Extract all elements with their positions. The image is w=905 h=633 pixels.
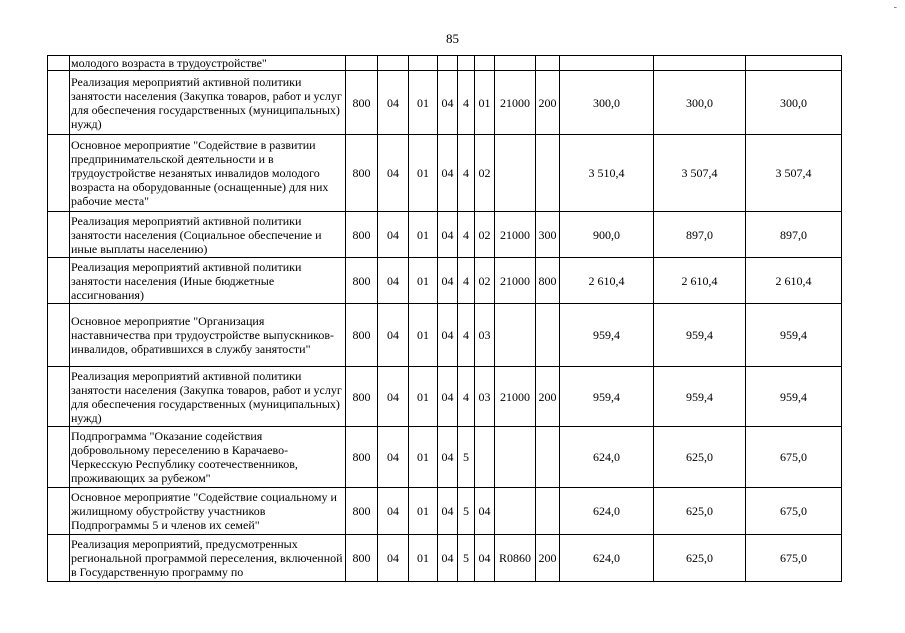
row-description: Реализация мероприятий, предусмотренных региональной программой переселения, включенной в Государственную программу по	[70, 535, 346, 582]
page-number: 85	[446, 31, 459, 46]
code-cell-c2: 04	[378, 488, 409, 535]
amount-cell-y1: 624,0	[560, 488, 654, 535]
code-cell-c3: 01	[409, 535, 438, 582]
row-blank-cell	[48, 535, 70, 582]
row-blank-cell	[48, 304, 70, 367]
code-cell-c6: 02	[475, 258, 495, 304]
amount-cell-y2: 959,4	[654, 367, 746, 427]
row-blank-cell	[48, 367, 70, 427]
code-cell-c7: 21000	[495, 367, 536, 427]
row-blank-cell	[48, 212, 70, 258]
table-row	[48, 71, 842, 135]
code-cell-c8	[536, 304, 560, 367]
amount-cell-y3: 3 507,4	[746, 135, 842, 212]
row-description: Реализация мероприятий активной политики занятости населения (Закупка товаров, работ и услуг для обеспечения государственных (муниципальных) нужд)	[70, 367, 346, 427]
amount-cell-y1: 3 510,4	[560, 135, 654, 212]
amount-cell-y3: 959,4	[746, 304, 842, 367]
row-description: Подпрограмма "Оказание содействия добровольному переселению в Карачаево-Черкесскую Республику соотечественников, проживающих за рубежом"	[70, 427, 346, 488]
amount-cell-y2: 897,0	[654, 212, 746, 258]
amount-cell-y2: 625,0	[654, 427, 746, 488]
amount-cell-y1: 959,4	[560, 367, 654, 427]
code-cell-c6: 04	[475, 535, 495, 582]
code-cell-c7: R0860	[495, 535, 536, 582]
code-cell-c2: 04	[378, 304, 409, 367]
code-cell-c4: 04	[438, 258, 458, 304]
code-cell-c3: 01	[409, 427, 438, 488]
row-description: Основное мероприятие "Организация наставничества при трудоустройстве выпускников-инвалидов, обратившихся в службу занятости"	[70, 304, 346, 367]
row-description: Основное мероприятие "Содействие социальному и жилищному обустройству участников Подпрограммы 5 и членов их семей"	[70, 488, 346, 535]
code-cell-c3: 01	[409, 212, 438, 258]
amount-cell-y2	[654, 56, 746, 71]
code-cell-c5: 5	[458, 488, 475, 535]
row-blank-cell	[48, 488, 70, 535]
amount-cell-y2: 300,0	[654, 71, 746, 135]
code-cell-c3: 01	[409, 367, 438, 427]
code-cell-c5: 4	[458, 135, 475, 212]
row-blank-cell	[48, 71, 70, 135]
code-cell-c7	[495, 304, 536, 367]
code-cell-c5: 4	[458, 212, 475, 258]
code-cell-c2: 04	[378, 258, 409, 304]
code-cell-c4: 04	[438, 427, 458, 488]
code-cell-c2: 04	[378, 535, 409, 582]
code-cell-c2: 04	[378, 427, 409, 488]
code-cell-c1: 800	[346, 488, 378, 535]
amount-cell-y2: 625,0	[654, 535, 746, 582]
code-cell-c4: 04	[438, 535, 458, 582]
code-cell-c2: 04	[378, 212, 409, 258]
table-row	[48, 258, 842, 304]
code-cell-c2	[378, 56, 409, 71]
amount-cell-y3: 675,0	[746, 535, 842, 582]
code-cell-c5	[458, 56, 475, 71]
row-blank-cell	[48, 56, 70, 71]
code-cell-c6: 03	[475, 367, 495, 427]
amount-cell-y2: 3 507,4	[654, 135, 746, 212]
amount-cell-y3: 300,0	[746, 71, 842, 135]
code-cell-c5: 4	[458, 71, 475, 135]
code-cell-c7: 21000	[495, 258, 536, 304]
row-description: Основное мероприятие "Содействие в развитии предпринимательской деятельности и в трудоустройстве незанятых инвалидов молодого возраста на оборудованные (оснащенные) для них рабочие места"	[70, 135, 346, 212]
code-cell-c5: 5	[458, 427, 475, 488]
table-row	[48, 135, 842, 212]
amount-cell-y3: 959,4	[746, 367, 842, 427]
amount-cell-y3: 675,0	[746, 427, 842, 488]
amount-cell-y1: 624,0	[560, 535, 654, 582]
amount-cell-y3	[746, 56, 842, 71]
code-cell-c8	[536, 56, 560, 71]
amount-cell-y1: 2 610,4	[560, 258, 654, 304]
code-cell-c4	[438, 56, 458, 71]
corner-mark: -	[893, 2, 897, 13]
budget-table	[47, 55, 842, 582]
code-cell-c5: 4	[458, 367, 475, 427]
amount-cell-y3: 897,0	[746, 212, 842, 258]
code-cell-c8	[536, 427, 560, 488]
code-cell-c5: 4	[458, 258, 475, 304]
code-cell-c8	[536, 488, 560, 535]
row-blank-cell	[48, 427, 70, 488]
code-cell-c1: 800	[346, 135, 378, 212]
code-cell-c1: 800	[346, 535, 378, 582]
code-cell-c6	[475, 56, 495, 71]
code-cell-c1: 800	[346, 258, 378, 304]
code-cell-c7	[495, 135, 536, 212]
code-cell-c6: 03	[475, 304, 495, 367]
code-cell-c1: 800	[346, 71, 378, 135]
code-cell-c3: 01	[409, 488, 438, 535]
code-cell-c8	[536, 135, 560, 212]
amount-cell-y2: 625,0	[654, 488, 746, 535]
code-cell-c4: 04	[438, 135, 458, 212]
code-cell-c6	[475, 427, 495, 488]
amount-cell-y2: 959,4	[654, 304, 746, 367]
code-cell-c1: 800	[346, 212, 378, 258]
row-description: Реализация мероприятий активной политики занятости населения (Закупка товаров, работ и услуг для обеспечения государственных (муниципальных) нужд)	[70, 71, 346, 135]
code-cell-c7	[495, 427, 536, 488]
code-cell-c8: 300	[536, 212, 560, 258]
code-cell-c7	[495, 488, 536, 535]
amount-cell-y1: 900,0	[560, 212, 654, 258]
code-cell-c3: 01	[409, 135, 438, 212]
amount-cell-y3: 675,0	[746, 488, 842, 535]
code-cell-c8: 200	[536, 367, 560, 427]
amount-cell-y3: 2 610,4	[746, 258, 842, 304]
table-row	[48, 367, 842, 427]
code-cell-c6: 02	[475, 135, 495, 212]
code-cell-c7: 21000	[495, 71, 536, 135]
code-cell-c4: 04	[438, 367, 458, 427]
table-row	[48, 488, 842, 535]
code-cell-c2: 04	[378, 71, 409, 135]
amount-cell-y1	[560, 56, 654, 71]
code-cell-c6: 04	[475, 488, 495, 535]
table-row	[48, 304, 842, 367]
code-cell-c4: 04	[438, 71, 458, 135]
code-cell-c1: 800	[346, 367, 378, 427]
amount-cell-y1: 300,0	[560, 71, 654, 135]
row-description: молодого возраста в трудоустройстве"	[70, 56, 346, 71]
code-cell-c1: 800	[346, 304, 378, 367]
table-row	[48, 427, 842, 488]
code-cell-c2: 04	[378, 367, 409, 427]
table-row	[48, 56, 842, 71]
row-blank-cell	[48, 135, 70, 212]
code-cell-c3: 01	[409, 304, 438, 367]
code-cell-c2: 04	[378, 135, 409, 212]
code-cell-c5: 4	[458, 304, 475, 367]
code-cell-c6: 01	[475, 71, 495, 135]
row-description: Реализация мероприятий активной политики занятости населения (Иные бюджетные ассигнования)	[70, 258, 346, 304]
code-cell-c3: 01	[409, 71, 438, 135]
code-cell-c4: 04	[438, 488, 458, 535]
row-description: Реализация мероприятий активной политики занятости населения (Социальное обеспечение и иные выплаты населению)	[70, 212, 346, 258]
code-cell-c6: 02	[475, 212, 495, 258]
table-row	[48, 535, 842, 582]
code-cell-c8: 200	[536, 71, 560, 135]
code-cell-c7	[495, 56, 536, 71]
code-cell-c4: 04	[438, 304, 458, 367]
amount-cell-y1: 624,0	[560, 427, 654, 488]
code-cell-c5: 5	[458, 535, 475, 582]
code-cell-c3: 01	[409, 258, 438, 304]
code-cell-c1	[346, 56, 378, 71]
code-cell-c7: 21000	[495, 212, 536, 258]
code-cell-c8: 200	[536, 535, 560, 582]
amount-cell-y1: 959,4	[560, 304, 654, 367]
code-cell-c1: 800	[346, 427, 378, 488]
code-cell-c3	[409, 56, 438, 71]
row-blank-cell	[48, 258, 70, 304]
amount-cell-y2: 2 610,4	[654, 258, 746, 304]
code-cell-c8: 800	[536, 258, 560, 304]
code-cell-c4: 04	[438, 212, 458, 258]
table-row	[48, 212, 842, 258]
